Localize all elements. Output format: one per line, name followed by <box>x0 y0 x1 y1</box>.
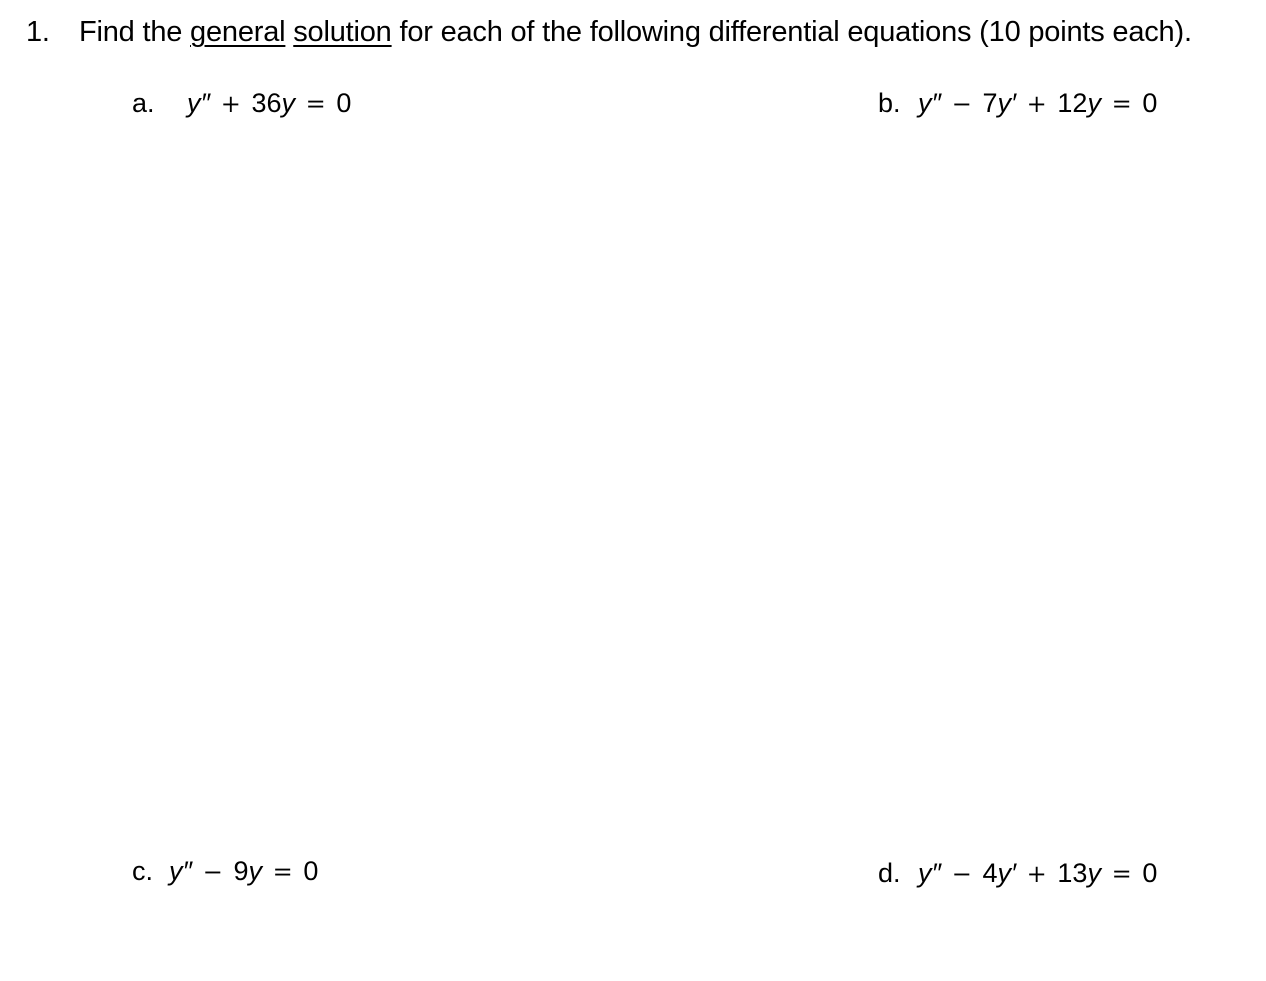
eq-operator: + <box>1019 90 1055 118</box>
eq-operator: = <box>297 90 334 118</box>
eq-term: y <box>1087 858 1101 888</box>
underlined-word-general: general <box>190 16 286 48</box>
eq-constant: 0 <box>1142 858 1158 888</box>
eq-constant: 0 <box>336 88 352 118</box>
eq-operator: = <box>1103 90 1140 118</box>
eq-coefficient: 9 <box>233 856 249 886</box>
eq-operator: = <box>264 858 301 886</box>
question-text-before: Find the <box>79 16 191 48</box>
eq-coefficient: 12 <box>1057 88 1088 118</box>
eq-constant: 0 <box>1142 88 1158 118</box>
eq-coefficient: 4 <box>982 858 998 888</box>
problem-d-label: d. <box>878 858 901 888</box>
eq-term: y″ <box>918 88 942 118</box>
question-number: 1. <box>26 16 50 48</box>
eq-coefficient: 13 <box>1057 858 1088 888</box>
eq-term: y′ <box>997 88 1017 118</box>
eq-term: y′ <box>997 858 1017 888</box>
eq-operator: + <box>213 90 249 118</box>
eq-operator: − <box>944 860 980 888</box>
eq-term: y <box>281 88 295 118</box>
eq-term: y <box>1087 88 1101 118</box>
problem-a-equation <box>187 88 351 119</box>
eq-coefficient: 36 <box>251 88 282 118</box>
eq-term: y <box>248 856 262 886</box>
eq-constant: 0 <box>303 856 319 886</box>
problem-c-label: c. <box>132 856 154 886</box>
problem-a-label: a. <box>132 88 155 118</box>
problem-a <box>132 88 351 119</box>
eq-coefficient: 7 <box>982 88 998 118</box>
eq-operator: = <box>1103 860 1140 888</box>
problem-b <box>878 88 1157 119</box>
eq-term: y″ <box>187 88 211 118</box>
underlined-word-solution: solution <box>293 16 392 48</box>
problem-b-equation <box>918 88 1157 119</box>
problem-d <box>878 858 1157 889</box>
eq-operator: − <box>195 858 231 886</box>
problem-c-equation <box>169 856 318 887</box>
problem-d-equation <box>918 858 1157 889</box>
eq-operator: + <box>1019 860 1055 888</box>
eq-operator: − <box>944 90 980 118</box>
question-prompt <box>26 16 1192 49</box>
eq-term: y″ <box>169 856 193 886</box>
question-text-after: for each of the following differential equations (10 points each). <box>391 16 1192 48</box>
eq-term: y″ <box>918 858 942 888</box>
problem-b-label: b. <box>878 88 901 118</box>
problem-c <box>132 856 318 887</box>
